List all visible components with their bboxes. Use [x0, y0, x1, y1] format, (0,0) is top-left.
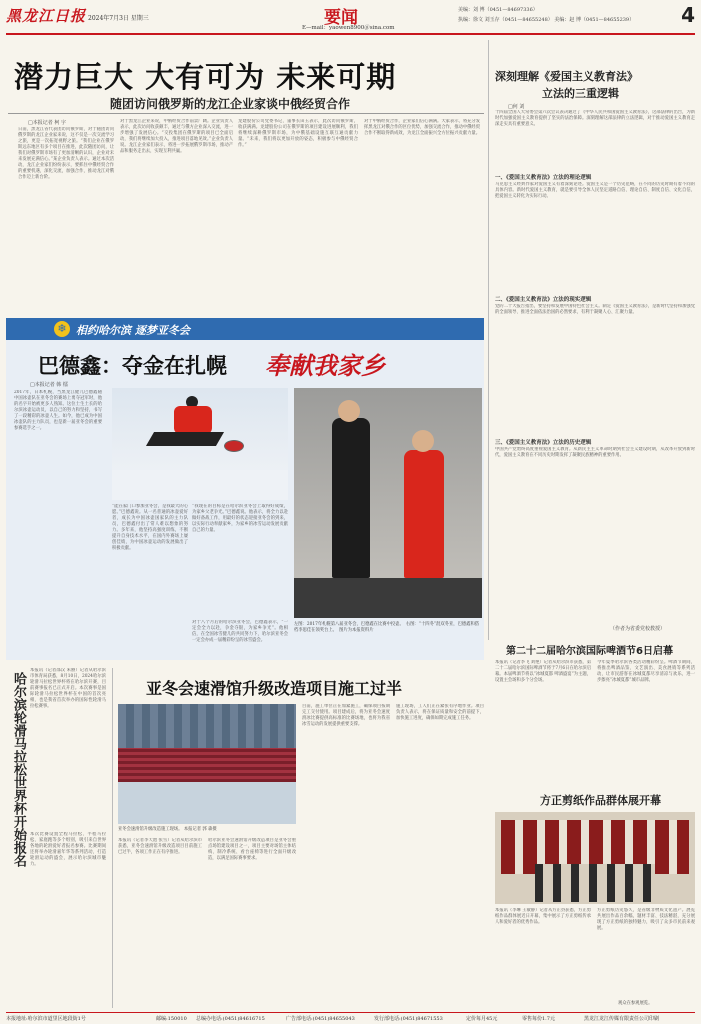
- section-email: E—mail：yaowen8900＠sina.com: [302, 25, 395, 31]
- athlete-male: [332, 418, 370, 578]
- commentary-section-1: 一、《爱国主义教育法》立法的理论逻辑: [495, 175, 592, 181]
- curler-legs: [146, 432, 224, 446]
- curling-stone-icon: [224, 440, 244, 452]
- feature-col-1: 2017年，日本札幌，当黑龙江健儿巴德鑫随中国冰壶队在亚冬会的赛场上勇夺冠军时，他的名字开始被更多人熟知。这位土生土长的哈尔滨冰壶运动员，以自己的努力和坚持，书写了一段精彩的冰壶人生。如今，他已成为中国冰壶队的主力队员，也是新一届亚冬会的重要参赛选手之一。: [14, 390, 102, 431]
- checker-line: 执编：徐文 刘玉存（0451—84655248） 美编：赵 博（0451—84655239）: [458, 17, 635, 23]
- beer-festival-headline: 第二十二届哈尔滨国际啤酒节6日启幕: [506, 646, 673, 657]
- lead-byline: □本报记者 柯 宇: [28, 120, 66, 126]
- papercut-headline: 方正剪纸作品群体展开幕: [540, 794, 661, 807]
- footer-zip: 邮编:150010: [156, 1016, 187, 1022]
- arena-seats: [118, 748, 296, 782]
- side-news-lead: 本报讯（记者邵汉 朱丽）记者从哈尔滨市体育局获悉，8月10日，2024哈尔滨轮滑马拉松世界杯将在哈尔滨开赛，目前赛事报名已正式开启。本次赛事是国际轮滑马拉松世界杯在中国的首次亮相，也是我省首次举办的国际性轮滑马拉松赛事。: [30, 668, 106, 709]
- skating-col-3: 施工现场，工人们正在紧张有序地作业。项目负责人表示，将在保证质量和安全的前提下，加快施工进度，确保如期完成施工任务。: [396, 704, 484, 721]
- right-column-divider: [488, 40, 489, 640]
- commentary-subtitle: 立法的三重逻辑: [542, 87, 619, 100]
- footer-price: 定价每月45元: [466, 1016, 498, 1022]
- newspaper-logo: 黑龙江日报: [6, 7, 87, 25]
- lead-divider: [8, 113, 484, 114]
- footer-office-phone: 总编办电话:(0451)84616715: [196, 1016, 265, 1022]
- lead-col-3: 龙建股份公司党委书记、董事长田玉表示，此次访问俄罗斯，收获满满。龙建股份公司在俄罗斯的项目建设进展顺利，我们将继续深耕俄罗斯市场，为中俄基础设施互联互通贡献力量。“未来，我们将以更加开放的姿态，积极参与中俄经贸合作。”: [238, 119, 358, 148]
- beer-festival-col-2: 今年夏季哈尔滨各类活动精彩纷呈。啤酒节期间，将推出啤酒品鉴、文艺演出、美食展销等系列活动，让市民游客在冰城夏都尽享清凉与欢乐，进一步擦亮“冰城夏都”城市品牌。: [597, 660, 695, 683]
- visitors: [535, 864, 655, 902]
- podium-photo: [294, 388, 482, 618]
- banner-caption: 相约哈尔滨 逐梦亚冬会: [76, 324, 190, 337]
- papercut-col-2: 方正剪纸历史悠久，是省级非物质文化遗产。展览共展出作品百余幅，题材丰富、技法精湛，充分展现了方正剪纸的独特魅力，吸引了众多市民前来观展。: [597, 908, 695, 931]
- footer-printer: 黑龙江龙江传媒有限责任公司印刷: [584, 1016, 660, 1022]
- side-news-body: 本次比赛设置全程马拉松、半程马拉松、家庭跑等多个组别，吸引来自世界各地的轮滑爱好者报名参赛。比赛期间还将举办轮滑嘉年华等系列活动，打造轮滑运动的盛会，展示哈尔滨城市魅力。: [30, 832, 106, 867]
- feature-photo-caption: 左图：2017年札幌第八届亚冬会，巴德鑫在比赛中投壶。 右图：“十四冬”混双冬亚，巴德鑫和搭档李思佳在领奖台上。 图片为本报资料片: [294, 622, 480, 633]
- feature-headline: 巴德鑫：夺金在扎幌: [38, 354, 227, 378]
- commentary-section-1-body: 马克思主义经典作家对爱国主义有着深刻论述。爱国主义是一个历史范畴，在不同的历史时期有着不同的具体内容。新时代爱国主义教育，就是要引导全体人民坚定道路自信、理论自信、制度自信、文化自信，把爱国主义转化为实际行动。: [495, 182, 695, 199]
- section-title: 要闻: [324, 8, 358, 28]
- curler-body: [174, 406, 212, 434]
- skating-col-1: 哈尔滨亚冬会速滑馆升级改造项目是亚冬会重点场馆建设项目之一，项目主要对场馆主体结构、制冷系统、看台座椅等进行全面升级改造，以满足国际赛事要求。: [208, 838, 296, 861]
- athlete-female: [404, 450, 444, 578]
- skating-photo-caption: 亚冬会速滑馆升级改造施工现场。 本报记者 郭 森摄: [118, 827, 217, 832]
- skating-col-2: 目前，施工单位正在加紧施工，确保项目按期完工交付使用。项目建成后，将为亚冬会速度滑冰比赛提供高标准的比赛场地，也将为我省冰雪运动的发展提供重要支撑。: [302, 704, 390, 727]
- masthead: [6, 3, 695, 35]
- beer-festival-col-1: 本报讯（记者李飞 刘艳）记者从哈尔滨市获悉，第二十二届哈尔滨国际啤酒节将于7月6日在哈尔滨启幕。本届啤酒节将以“冰城夏都 啤酒盛宴”为主题，设置主会场和多个分会场。: [495, 660, 591, 683]
- skating-lead: 本报讯（记者李天池 张雪）记者从哈尔滨市获悉，亚冬会速滑馆升级改造项目目前施工已过半，各项工作正在有序推进。: [118, 838, 202, 855]
- arena-roof: [118, 704, 296, 748]
- lead-col-1: 日前，黑龙江省代表团访问俄罗斯，对于随团访问俄罗斯的龙江企业家来说，这不仅是一次交流学习之旅，更是一次拓宽视野之旅。“我们企业在俄罗斯远东地区有多个项目在推进，此次随团访问，让我们对俄罗斯市场有了更加清晰的认识，企业对未来发展充满信心。”某企业负责人表示。通过本次活动，龙江企业家们纷纷表示，要抓住中俄经贸合作的重要机遇，深化交流，加强合作，推动龙江对俄合作迈上新台阶。: [18, 127, 114, 180]
- lead-headline: 潜力巨大 大有可为 未来可期: [14, 60, 397, 94]
- commentary-section-2-body: 党的二十大报告指出，要坚持和发展中国特色社会主义。制定《爱国主义教育法》，是新时代坚持和加强党的全面领导、推进全面依法治国的必然要求，有利于凝聚人心、汇聚力量。: [495, 304, 695, 315]
- commentary-intro: 十四届全国人大常委会第六次会议表决通过了《中华人民共和国爱国主义教育法》，这部法律的出台，为新时代加强爱国主义教育提供了坚实的法治保障。深刻理解这部法律的立法逻辑，对于推动爱国主义教育走深走实具有重要意义。: [495, 110, 695, 127]
- commentary-section-3: 三、《爱国主义教育法》立法的历史逻辑: [495, 440, 592, 446]
- feature-col-3: “我现在的目标是在哈尔滨亚冬会上取得好成绩，为家乡父老争光。”巴德鑫说。他表示，将全力以赴做好备战工作，用最好的状态迎接亚冬会的到来，以实际行动奉献家乡，为家乡的冰雪运动发展贡献自己的力量。: [192, 504, 288, 533]
- footer-bar: [6, 1012, 695, 1023]
- papercut-col-1: 本报讯（李琳 王敏静）记者从方正县获悉，方正剪纸作品群体展近日开幕，集中展示了方正剪纸传承人和爱好者的优秀作品。: [495, 908, 591, 925]
- commentary-author-note: （作者为省委党校教授）: [610, 626, 666, 632]
- athlete-female-head: [412, 430, 434, 452]
- side-news-title: 哈尔滨轮滑马拉松世界杯开始报名: [11, 672, 26, 867]
- commentary-section-3-body: 中国共产党始终高度重视爱国主义教育。从新民主主义革命时期到社会主义建设时期，从改革开放到新时代，爱国主义教育在不同历史时期发挥了凝聚民族精神的重要作用。: [495, 447, 695, 458]
- lead-subheadline: 随团访问俄罗斯的龙江企业家谈中俄经贸合作: [110, 97, 351, 111]
- skating-photo: [118, 704, 296, 824]
- footer-ad-phone: 广告部电话:(0451)84655043: [286, 1016, 355, 1022]
- lead-col-4: 对于中俄经贸合作，企业家们信心满满。大家表示，将充分发挥黑龙江对俄合作的区位优势，加强交流合作，推动中俄经贸合作不断取得新成效，为龙江全面振兴全方位振兴贡献力量。: [364, 119, 480, 136]
- issue-date: 2024年7月3日 星期三: [88, 15, 149, 22]
- lead-col-2: 对于黑龙江企业来说，中俄经贸合作前景广阔。企业负责人表示，此次访问收获颇丰，通过与俄方企业深入交流，进一步增强了发展信心。“交投集团在俄罗斯的项目已全面启动，我们将继续加大投入，推进项目落地见效。”企业负责人说。龙江企业家们表示，将进一步拓展俄罗斯市场，推动产品和服务走出去，实现互利共赢。: [120, 119, 233, 154]
- asian-winter-games-banner: [6, 318, 484, 340]
- feature-col-2: “能在家门口参加亚冬会，是我最大的心愿。”巴德鑫说。从一名普通的冰壶爱好者，成长为中国冰壶国家队的主力队员，巴德鑫付出了常人难以想象的努力。多年来，他坚持高强度训练，不断提升自身技术水平，在国内外赛场上屡创佳绩，为中国冰壶运动的发展做出了积极贡献。: [112, 504, 188, 551]
- papercut-photo: [495, 812, 695, 904]
- feature-slogan: 奉献我家乡: [265, 352, 385, 380]
- footer-sub-phone: 发行部电话:(0451)84671553: [374, 1016, 443, 1022]
- footer-retail-price: 零售每份1.7元: [522, 1016, 555, 1022]
- commentary-title: 深刻理解《爱国主义教育法》: [495, 70, 638, 83]
- editor-line: 美编：刘 博（0451—84697336）: [458, 7, 538, 13]
- page-number: 4: [681, 3, 695, 27]
- papercut-caption: 观众在参观展览。: [618, 1001, 653, 1006]
- commentary-byline: □何 刘: [508, 104, 525, 110]
- commentary-section-2: 二、《爱国主义教育法》立法的现实逻辑: [495, 297, 592, 303]
- banner-snowflake-icon: ❄: [54, 321, 70, 337]
- feature-byline: □本报记者 韩 檑: [30, 382, 68, 388]
- skating-headline: 亚冬会速滑馆升级改造项目施工过半: [146, 679, 403, 698]
- feature-col-4: 对于八个月后的哈尔滨亚冬会，巴德鑫表示，“一定会全力以赴，争金夺银，为家乡争光”。他相信，在全国冰雪健儿的共同努力下，哈尔滨亚冬会一定会办成一届精彩纷呈的冰雪盛会。: [192, 620, 288, 643]
- ice-surface: [112, 470, 288, 500]
- curling-photo: [112, 388, 288, 500]
- podium-floor: [294, 578, 482, 618]
- side-news-divider: [112, 668, 113, 1008]
- athlete-male-head: [338, 400, 360, 422]
- arena-floor: [118, 782, 296, 824]
- footer-address: 本报地址:哈尔滨市道里区地段街1号: [6, 1016, 86, 1022]
